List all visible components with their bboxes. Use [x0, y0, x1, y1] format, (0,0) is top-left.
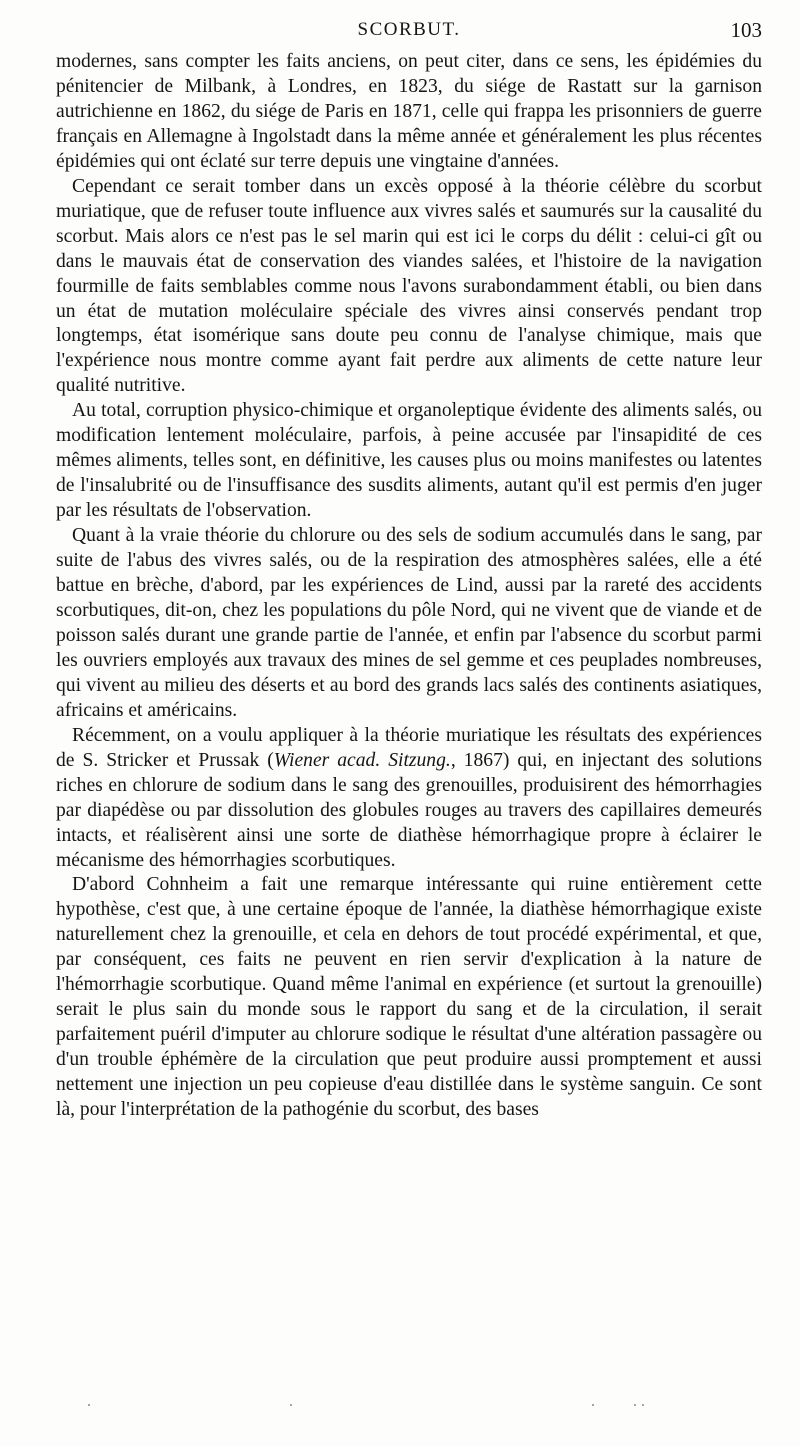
paragraph: modernes, sans compter les faits anciens, on peut citer, dans ce sens, les épidémies du pénitencier de Milbank, à Londres, en 1823, du siége de Rastatt sur la garnison autrichienne en 1862, du siége de Paris en 1871, celle qui frappa les prisonniers de guerre français en Allemagne à Ingolstadt dans la même année et généralement les plus récentes épidémies qui ont éclaté sur terre depuis une vingtaine d'années. [56, 51, 762, 172]
print-speck [290, 1404, 292, 1406]
paragraph: D'abord Cohnheim a fait une remarque intéressante qui ruine entièrement cette hypothèse, c'est que, à une certaine époque de l'année, la diathèse hémorrhagique existe naturellement chez la grenouille, et cela en dehors de tout procédé expérimental, et que, par conséquent, ces faits ne peuvent en rien servir d'explication à la nature de l'hémorrhagie scorbutique. Quand même l'animal en expérience (et surtout la grenouille) serait le plus sain du monde sous le rapport du sang et de la circulation, il serait parfaitement puéril d'imputer au chlorure sodique le résultat d'une altération passagère ou d'un trouble éphémère de la circulation que peut produire aussi promptement et aussi nettement une injection un peu copieuse d'eau distillée dans le système sanguin. Ce sont là, pour l'interprétation de la pathogénie du scorbut, des bases [56, 874, 762, 1121]
paragraph: Cependant ce serait tomber dans un excès opposé à la théorie célèbre du scorbut muriatique, que de refuser toute influence aux vivres salés et saumurés sur la causalité du scorbut. Mais alors ce n'est pas le sel marin qui est ici le corps du délit : celui-ci gît ou dans le mauvais état de conservation des viandes salées, et l'histoire de la navigation fourmille de faits semblables comme nous l'avons surabondamment établi, ou bien dans un état de mutation moléculaire spéciale des vivres ainsi conservés pendant trop longtemps, état isomérique sans doute peu connu de l'analyse chimique, mais que l'expérience nous montre comme ayant fait perdre aux aliments de cette nature leur qualité nutritive. [56, 175, 762, 397]
paragraph: Au total, corruption physico-chimique et organoleptique évidente des aliments salés, ou modification lentement moléculaire, parfois, à peine accusée par l'insapidité de ces mêmes aliments, telles sont, en définitive, les causes plus ou moins manifestes ou latentes de l'insalubrité ou de l'insuffisance des susdits aliments, autant qu'il est permis d'en juger par les résultats de l'observation. [56, 400, 762, 522]
running-title: SCORBUT. [357, 19, 461, 40]
body-text [56, 50, 762, 1123]
paragraph: Quant à la vraie théorie du chlorure ou des sels de sodium accumulés dans le sang, par suite de l'abus des vivres salés, ou de la respiration des atmosphères salées, elle a été battue en brèche, d'abord, par les expériences de Lind, aussi par la rareté des accidents scorbutiques, dit-on, chez les populations du pôle Nord, qui ne vivent que de viande et de poisson salés durant une grande partie de l'année, et enfin par l'absence du scorbut parmi les ouvriers employés aux travaux des mines de sel gemme et ces peuplades nombreuses, qui vivent au milieu des déserts et au bord des grands lacs salés des continents asiatiques, africains et américains. [56, 525, 762, 721]
print-speck [642, 1404, 644, 1406]
journal-citation: Wiener acad. Sitzung. [273, 749, 451, 771]
paragraph [56, 724, 762, 874]
paragraph-text: Récemment, on a voulu appliquer à la théorie muriatique les résultats des expériences de S. Stricker et Prussak ( [56, 724, 762, 771]
print-speck [88, 1404, 90, 1406]
print-speck [634, 1404, 636, 1406]
paragraph-text: , 1867) qui, en injectant des solutions riches en chlorure de sodium dans le sang des grenouilles, produisirent des hémorrhagies par diapédèse ou par dissolution des globules rouges au travers des capillaires demeurés intacts, et réalisèrent ainsi une sorte de diathèse hémorrhagique propre à éclairer le mécanisme des hémorrhagies scorbutiques. [56, 749, 763, 871]
print-speck [592, 1404, 594, 1406]
page-end-marks [56, 1404, 762, 1412]
book-page [56, 10, 762, 1123]
page-number: 103 [730, 18, 762, 42]
page-header [56, 10, 762, 50]
